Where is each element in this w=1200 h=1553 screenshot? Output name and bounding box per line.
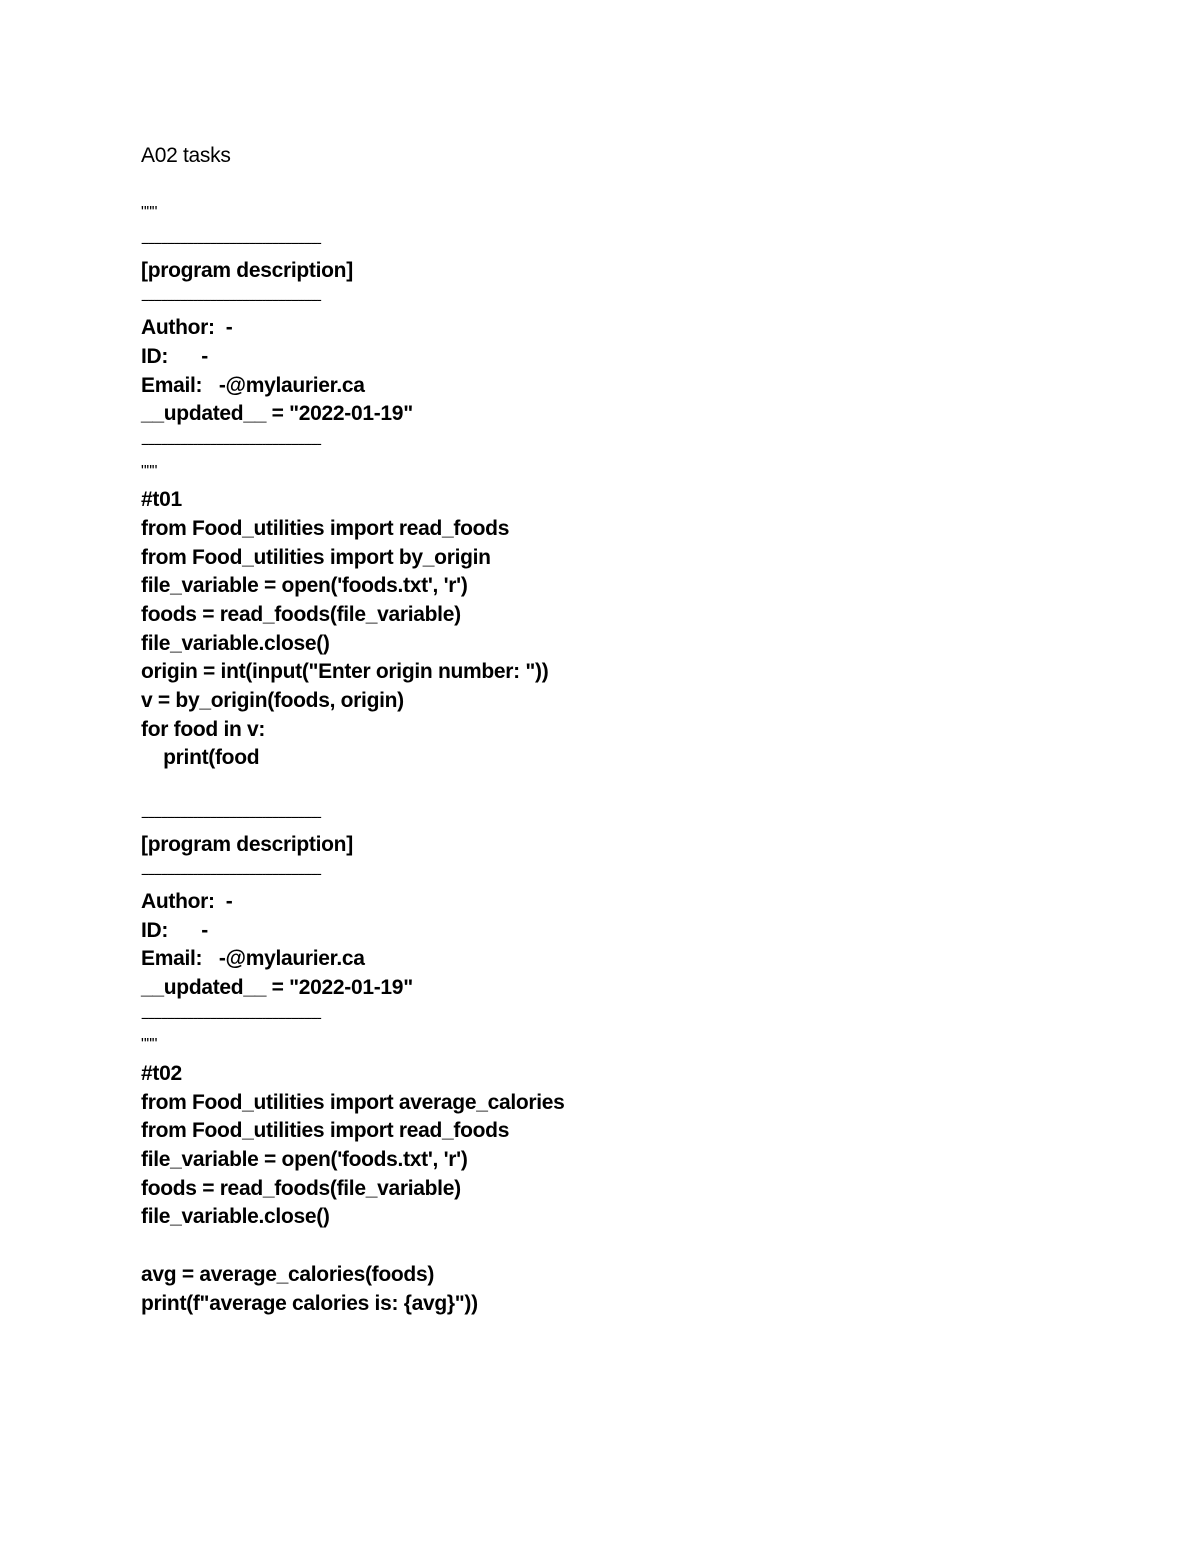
separator-line: ------------------------------------------------------- [141, 865, 321, 882]
separator-line: ------------------------------------------------------- [141, 234, 321, 251]
code-line: from Food_utilities import by_origin [141, 545, 491, 569]
docstring-quotes: """ [141, 1036, 158, 1054]
blank-line [141, 1232, 1041, 1261]
separator-line: ------------------------------------------------------- [141, 434, 321, 451]
code-line: __updated__ = "2022-01-19" [141, 402, 413, 426]
code-line: Author: - [141, 316, 233, 340]
code-line: for food in v: [141, 717, 266, 741]
document-title: A02 tasks [141, 144, 231, 167]
code-line: file_variable.close() [141, 1205, 330, 1229]
code-line: print(food [141, 746, 260, 770]
blank-line [141, 773, 1041, 802]
code-line: foods = read_foods(file_variable) [141, 1176, 461, 1200]
code-line: file_variable = open('foods.txt', 'r') [141, 574, 468, 598]
separator-line: ------------------------------------------------------- [141, 1008, 321, 1025]
code-line: ID: - [141, 918, 208, 942]
document-body [141, 199, 1041, 1318]
code-line: v = by_origin(foods, origin) [141, 689, 404, 713]
spacer [141, 171, 1041, 200]
code-line: #t01 [141, 488, 182, 512]
code-line: from Food_utilities import average_calories [141, 1090, 565, 1114]
code-line: [program description] [141, 832, 353, 856]
code-line: file_variable = open('foods.txt', 'r') [141, 1148, 468, 1172]
code-line: origin = int(input("Enter origin number: ")) [141, 660, 549, 684]
docstring-quotes: """ [141, 204, 158, 222]
code-line: Author: - [141, 889, 233, 913]
code-line: ID: - [141, 344, 208, 368]
code-line: Email: -@mylaurier.ca [141, 373, 365, 397]
document-page [141, 142, 1041, 1318]
separator-line: ------------------------------------------------------- [141, 291, 321, 308]
code-line: print(f"average calories is: {avg}")) [141, 1291, 478, 1315]
separator-line: ------------------------------------------------------- [141, 807, 321, 824]
code-line: avg = average_calories(foods) [141, 1262, 435, 1286]
code-line: #t02 [141, 1062, 182, 1085]
code-line: from Food_utilities import read_foods [141, 1119, 510, 1143]
code-line: file_variable.close() [141, 631, 330, 655]
code-line: [program description] [141, 258, 353, 282]
code-line: foods = read_foods(file_variable) [141, 603, 461, 626]
code-line: __updated__ = "2022-01-19" [141, 975, 413, 999]
code-line: from Food_utilities import read_foods [141, 516, 510, 540]
code-line: Email: -@mylaurier.ca [141, 947, 365, 971]
docstring-quotes: """ [141, 462, 158, 480]
